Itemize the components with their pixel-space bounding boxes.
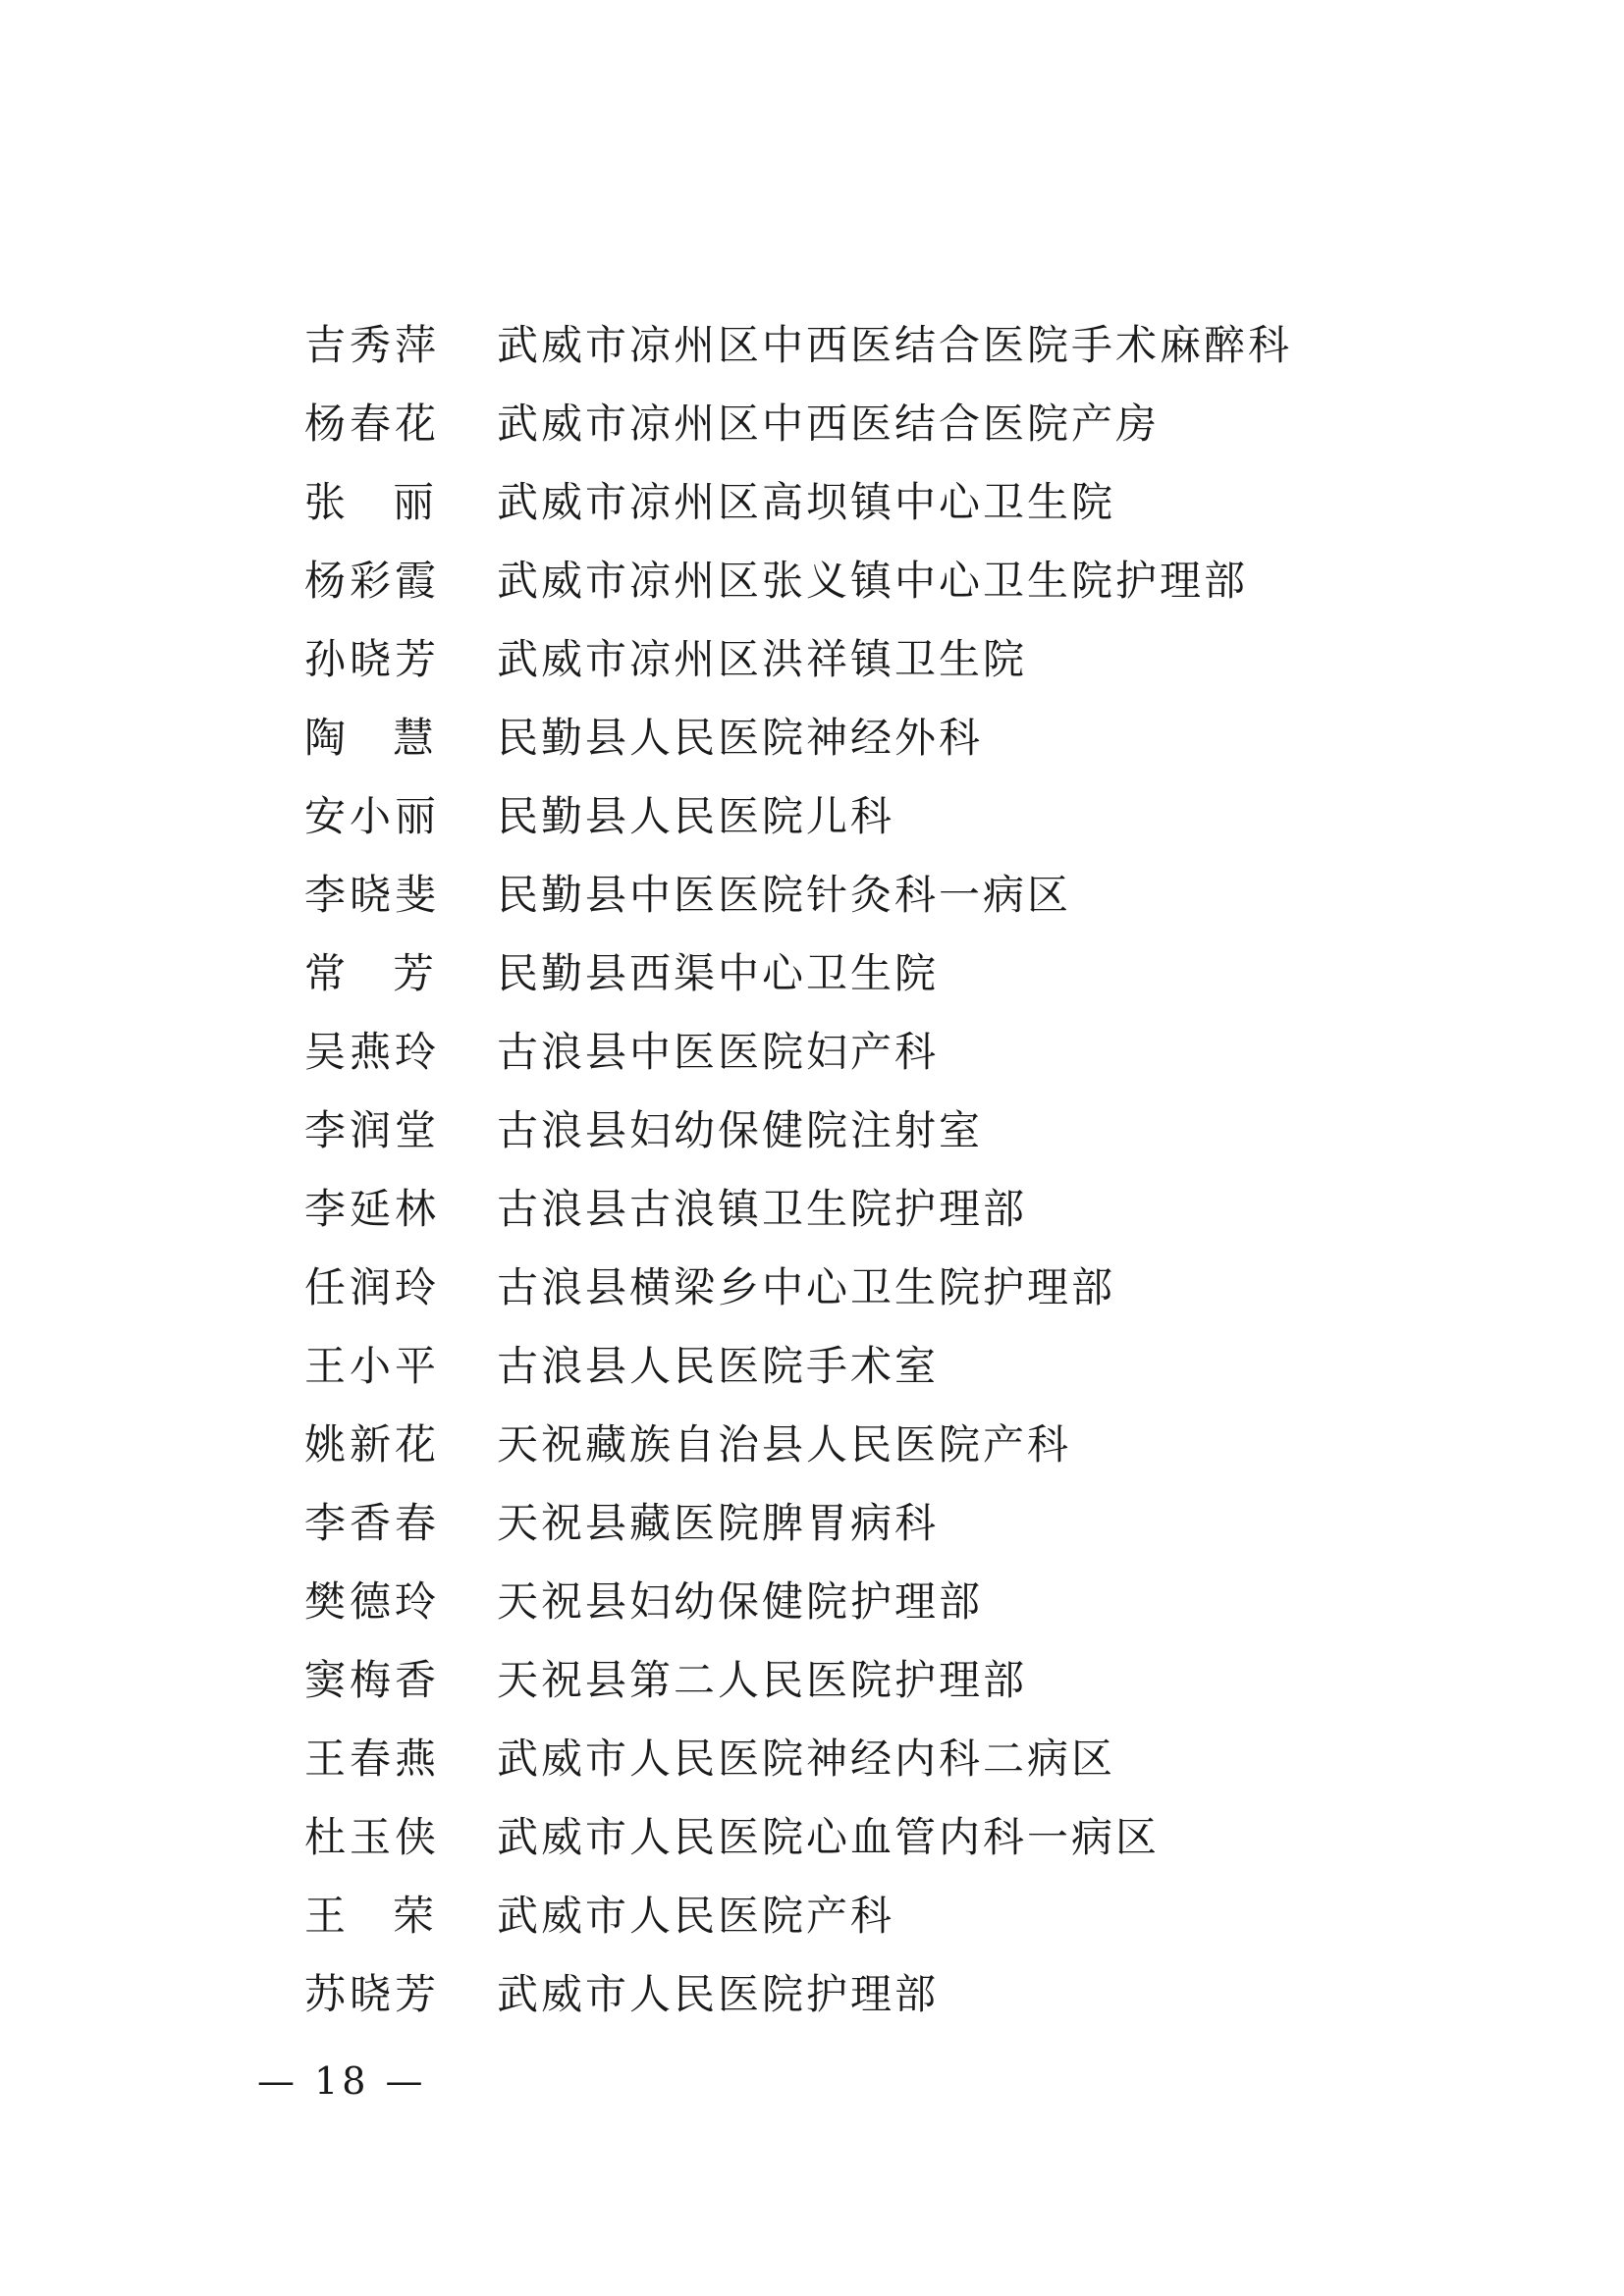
work-unit: 武威市凉州区高坝镇中心卫生院 (497, 478, 1116, 526)
person-name: 王荣 (304, 1892, 438, 1940)
list-item (304, 1092, 1384, 1170)
work-unit: 天祝县第二人民医院护理部 (497, 1656, 1028, 1704)
person-name: 樊德玲 (304, 1577, 441, 1626)
person-name: 李润堂 (304, 1106, 441, 1154)
list-item (304, 620, 1384, 699)
list-item (304, 1563, 1384, 1641)
list-item (304, 1720, 1384, 1798)
work-unit: 古浪县横梁乡中心卫生院护理部 (497, 1263, 1116, 1311)
person-name: 安小丽 (304, 792, 441, 840)
list-item (304, 306, 1384, 385)
person-name: 孙晓芳 (304, 635, 441, 683)
work-unit: 民勤县中医医院针灸科一病区 (497, 871, 1072, 919)
list-item (304, 463, 1384, 542)
work-unit: 古浪县妇幼保健院注射室 (497, 1106, 984, 1154)
person-name: 陶慧 (304, 714, 438, 762)
work-unit: 天祝县藏医院脾胃病科 (497, 1499, 940, 1547)
work-unit: 古浪县中医医院妇产科 (497, 1028, 940, 1076)
person-name: 李延林 (304, 1185, 441, 1233)
person-name: 杨春花 (304, 400, 441, 448)
list-item (304, 856, 1384, 934)
person-name: 窦梅香 (304, 1656, 441, 1704)
work-unit: 武威市凉州区中西医结合医院手术麻醉科 (497, 321, 1293, 369)
list-item (304, 1327, 1384, 1406)
list-item (304, 1484, 1384, 1563)
person-name: 李晓斐 (304, 871, 441, 919)
person-name: 张丽 (304, 478, 438, 526)
list-item (304, 1798, 1384, 1877)
person-name: 吉秀萍 (304, 321, 441, 369)
list-item (304, 777, 1384, 856)
list-item (304, 1955, 1384, 2034)
work-unit: 古浪县人民医院手术室 (497, 1342, 940, 1390)
work-unit: 武威市凉州区中西医结合医院产房 (497, 400, 1161, 448)
work-unit: 武威市人民医院心血管内科一病区 (497, 1813, 1161, 1861)
work-unit: 民勤县人民医院神经外科 (497, 714, 984, 762)
list-item (304, 1013, 1384, 1092)
page-number: — 18 — (257, 2059, 427, 2103)
person-name: 王春燕 (304, 1735, 441, 1783)
person-name: 常芳 (304, 949, 438, 997)
honoree-list (304, 306, 1384, 2034)
list-item (304, 699, 1384, 777)
person-name: 杜玉侠 (304, 1813, 441, 1861)
list-item (304, 1406, 1384, 1484)
person-name: 杨彩霞 (304, 557, 441, 605)
person-name: 苏晓芳 (304, 1970, 441, 2018)
person-name: 任润玲 (304, 1263, 441, 1311)
work-unit: 古浪县古浪镇卫生院护理部 (497, 1185, 1028, 1233)
person-name: 吴燕玲 (304, 1028, 441, 1076)
work-unit: 天祝藏族自治县人民医院产科 (497, 1420, 1072, 1468)
work-unit: 武威市人民医院护理部 (497, 1970, 940, 2018)
work-unit: 民勤县人民医院儿科 (497, 792, 895, 840)
person-name: 李香春 (304, 1499, 441, 1547)
person-name: 王小平 (304, 1342, 441, 1390)
list-item (304, 542, 1384, 620)
list-item (304, 1170, 1384, 1249)
work-unit: 武威市凉州区张义镇中心卫生院护理部 (497, 557, 1249, 605)
list-item (304, 1877, 1384, 1955)
person-name: 姚新花 (304, 1420, 441, 1468)
work-unit: 武威市人民医院神经内科二病区 (497, 1735, 1116, 1783)
work-unit: 武威市人民医院产科 (497, 1892, 895, 1940)
work-unit: 武威市凉州区洪祥镇卫生院 (497, 635, 1028, 683)
work-unit: 天祝县妇幼保健院护理部 (497, 1577, 984, 1626)
list-item (304, 1641, 1384, 1720)
list-item (304, 934, 1384, 1013)
list-item (304, 1249, 1384, 1327)
list-item (304, 385, 1384, 463)
work-unit: 民勤县西渠中心卫生院 (497, 949, 940, 997)
